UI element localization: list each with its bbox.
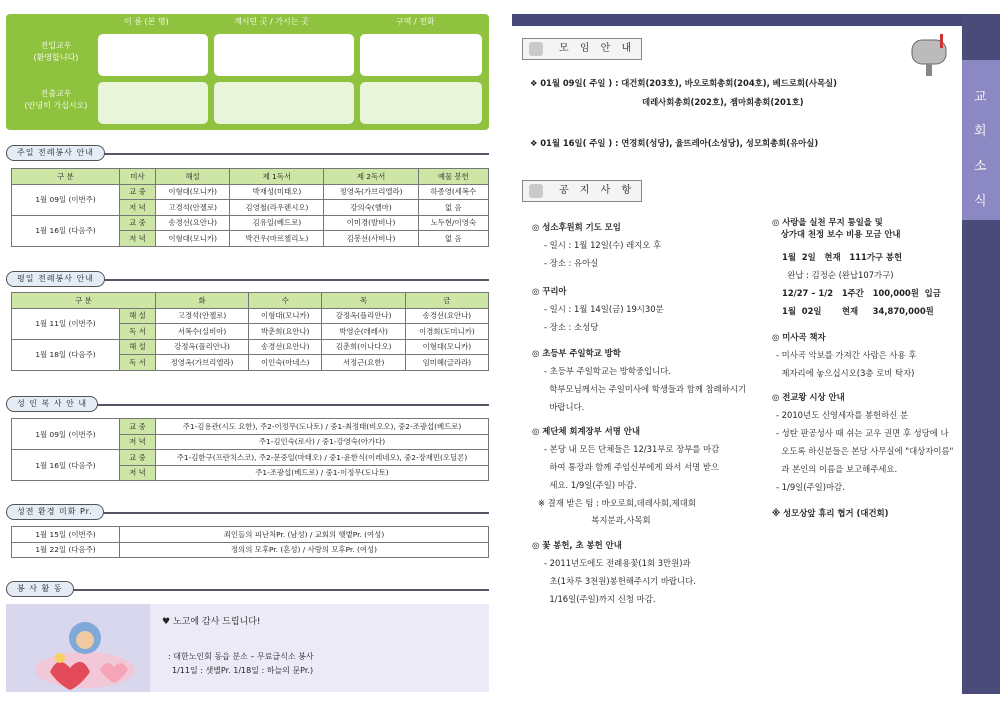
notice-line: - 성탄 판공성사 때 쉬는 교우 권면 후 성당에 나 <box>776 428 949 438</box>
table-row: 저 녁 주1-김인숙(로사) / 중1-강영숙(아가다) <box>12 434 489 450</box>
meeting-item: ❖ 01월 16일( 주일 ) : 연경회(성당), 율뜨레아(소성당), 성모회총회(유아실) <box>530 138 819 148</box>
mailbox-icon <box>900 28 960 78</box>
notice-line: - 초등부 주일학교는 방학중입니다. <box>544 366 671 376</box>
notice-line: - 1/9일(주일)마감. <box>776 482 845 492</box>
transfer-out-place-box <box>214 82 354 124</box>
transfer-in-label: 전입교우 (환영합니다) <box>33 41 79 62</box>
col-header-area: 구역 / 전화 <box>396 17 435 26</box>
volunteer-line1: : 대한노인회 동읍 분소 – 무료급식소 봉사 <box>168 652 314 661</box>
notice-line: 1월 2일 현재 111가구 봉헌 <box>782 252 903 262</box>
notice-line: 12/27 – 1/2 1주간 100,000원 입금 <box>782 288 941 298</box>
meetings-title: 모 임 안 내 <box>522 38 642 60</box>
notice-line: - 2011년도에도 전례용꽃(1회 3만원)과 <box>544 558 691 568</box>
table-row: 저 녁 주1-조광섭(베드로) / 중1-이정무(도나토) <box>12 465 489 481</box>
notice-line: 초(1차루 3천원)봉헌해주시기 바랍니다. <box>544 576 696 586</box>
table-row: 1월 09일 (이번주) 교 중 이형대(모니카) 박재성(미태오) 정영옥(가브리엘라) 하종영(세복수 <box>12 184 489 200</box>
table-row: 저 녁 고경석(안젤로) 김영철(라우렌시오) 강의숙(헬마) 없 음 <box>12 200 489 216</box>
divider <box>6 589 489 591</box>
notice-line: - 일시 : 1월 14일(금) 19시30분 <box>544 304 664 314</box>
altar-service-title: 성 인 복 사 안 내 <box>6 396 98 412</box>
altar-service-table <box>11 418 489 481</box>
meeting-item-line2: 데레사회총회(202호), 젬마회총회(201호) <box>642 97 804 107</box>
heart-icon: ♥ <box>162 617 171 627</box>
table-row: 1월 11일 (이번주) 해 설 고경석(안젤로) 이형대(모니카) 강정옥(플리안나) 송경선(요안나) <box>12 308 489 324</box>
table-row: 1월 22일 (다음주) 정의의 모후Pr. (혼성) / 사랑의 모후Pr. (여성) <box>12 542 489 558</box>
notice-heading: ◎ 초등부 주일학교 방학 <box>532 348 621 358</box>
holy-hour-title: 성전 환경 미화 Pr. <box>6 504 104 520</box>
notice-line: 제자리에 놓으십시오(3층 로비 탁자) <box>776 368 915 378</box>
transfer-out-name-box <box>98 82 208 124</box>
top-bar <box>512 14 1000 26</box>
side-title-char: 교 <box>974 90 987 105</box>
notice-heading: 상가대 천정 보수 비용 모금 안내 <box>772 229 901 239</box>
side-title-char: 회 <box>974 124 987 139</box>
table-row: 1월 16일 (다음주) 교 중 송경선(요안나) 김유일(베드로) 이미경(발비나) 노두현/이영숙 <box>12 215 489 231</box>
new-members-panel <box>6 14 489 130</box>
transfer-in-name-box <box>98 34 208 76</box>
notice-heading: ◎ 미사곡 책자 <box>772 332 826 342</box>
col-header-name: 이 름 (본 명) <box>124 17 169 26</box>
notice-line: - 일시 : 1월 12일(수) 레지오 후 <box>544 240 662 250</box>
meeting-item: ❖ 01월 09일( 주일 ) : 대건회(203호), 바오로회총회(204호), 베드로회(사목실) <box>530 78 837 88</box>
notice-line: 복지분과,사목회 <box>538 515 651 525</box>
side-title-char: 식 <box>974 194 987 209</box>
notice-heading: ◎ 제단체 회계장부 서명 안내 <box>532 426 640 436</box>
notice-line: - 2010년도 신영세자를 봉헌하신 분 <box>776 410 909 420</box>
notice-line: 1월 02일 현재 34,870,000원 <box>782 306 934 316</box>
sunday-service-table: 구 분 미사 해설 제 1독서 제 2독서 예물 봉헌 1월 09일 (이번주) 교 중 이형대(모니카) 박재성(미태오) 정영옥(가브리엘라) 하종영(세복수 저 녁 고경석(안젤로) 김영철(라우렌시오) 강의숙(헬마) 없 음 1월 16일 (다음주) 교 중 송경선(요안나) 김유일(베드로) 이미경(발비나) 노두현/이영숙 저 녁 이형대(모니카) 박건우(마르첼리노) 김봉선(사비나) 없 음 <box>11 168 489 247</box>
notice-line: 과 본인의 이름을 보고해주세요. <box>776 464 898 474</box>
notice-line: 완납 : 김정순 (완납107가구) <box>782 270 894 280</box>
notice-heading: ◎ 꾸리아 <box>532 286 567 296</box>
volunteer-thanks: ♥ 노고에 감사 드립니다! <box>162 617 261 627</box>
notice-heading: ◎ 성소후원회 기도 모임 <box>532 222 621 232</box>
notice-line: 학부모님께서는 주일미사에 학생들과 함께 참례하시기 <box>544 384 747 394</box>
holy-hour-table <box>11 526 489 558</box>
transfer-out-area-box <box>360 82 482 124</box>
notice-line: - 본당 내 모든 단체들은 12/31부로 장부를 마감 <box>544 444 720 454</box>
notice-icon <box>529 42 543 56</box>
weekday-service-table: 구 분 화 수 목 금 1월 11일 (이번주) 해 설 고경석(안젤로) 이형대(모니카) 강정옥(플리안나) 송경선(요안나) 독 서 서복수(실비아) 박춘희(요안나) 박영순(데레사) 이경희(도미니카) 1월 18일 (다음주) 해 설 강정옥(플리안나) 송경선(요안나) 김춘희(이나다오) 이형대(모니카) 독 서 정영옥(가브리엘라) 이인숙(아네스) 서정근(요한) 임미혜(글라라) <box>11 292 489 371</box>
notices-title: 공 지 사 항 <box>522 180 642 202</box>
transfer-in-place-box <box>214 34 354 76</box>
transfer-in-area-box <box>360 34 482 76</box>
notice-icon <box>529 184 543 198</box>
table-row: 저 녁 이형대(모니카) 박건우(마르첼리노) 김봉선(사비나) 없 음 <box>12 231 489 247</box>
notice-line: 1/16일(주일)까지 신청 마감. <box>544 594 656 604</box>
table-row: 1월 15일 (이번주) 죄인들의 피난처Pr. (남성) / 교회의 햇볕Pr. (여성) <box>12 527 489 543</box>
notice-line: - 장소 : 유아실 <box>544 258 599 268</box>
notice-heading: ◎ 사랑을 실천 무지 통일을 및 <box>772 217 883 227</box>
table-row: 1월 18일 (다음주) 해 설 강정옥(플리안나) 송경선(요안나) 김춘희(이나다오) 이형대(모니카) <box>12 339 489 355</box>
notice-line: 바랍니다. <box>544 402 585 412</box>
notice-line: 하여 통장과 함께 주임신부에게 와서 서명 받으 <box>544 462 720 472</box>
notice-heading: ◎ 전교왕 시상 안내 <box>772 392 845 402</box>
table-row: 1월 09일 (이번주) 교 중 주1-김용관(시도 요한), 주2-이정무(도나토) / 중1-최정태(비오오), 중2-조광섭(베드로) <box>12 419 489 435</box>
volunteer-illustration <box>30 610 140 690</box>
weekday-service-title: 평일 전례봉사 안내 <box>6 271 105 287</box>
table-row: 독 서 정영옥(가브리엘라) 이인숙(아네스) 서정근(요한) 임미혜(글라라) <box>12 355 489 371</box>
transfer-out-label: 전출교우 (안녕히 가십시오) <box>24 89 88 110</box>
notice-heading: ◎ 꽃 봉헌, 초 봉헌 안내 <box>532 540 622 550</box>
notice-line: ※ 결재 받은 팀 : 바오로회,데레사회,제대회 <box>538 498 696 508</box>
col-header-place: 계시던 곳 / 가시는 곳 <box>234 17 309 26</box>
volunteer-title: 봉 사 활 동 <box>6 581 74 597</box>
table-row: 1월 16일 (다음주) 교 중 주1-김한구(프란치스코), 주2-문중일(마태오) / 중1-윤한식(이레네오), 중2-장재민(오딜론) <box>12 450 489 466</box>
notice-line: 세요. 1/9일(주일) 마감. <box>544 480 637 490</box>
notice-line: - 미사곡 악보를 가져간 사람은 사용 후 <box>776 350 917 360</box>
notice-line: 오도록 하신분들은 본당 사무실에 "대상자이름" <box>776 446 954 456</box>
sunday-service-title: 주일 전례봉사 안내 <box>6 145 105 161</box>
notice-heading: ※ 성모상앞 휴리 협거 (대건회) <box>772 508 889 518</box>
table-row: 독 서 서복수(실비아) 박춘희(요안나) 박영순(데레사) 이경희(도미니카) <box>12 324 489 340</box>
side-title-char: 소 <box>974 159 987 174</box>
volunteer-line2: 1/11일 : 샛별Pr. 1/18일 : 하늘의 문Pr.) <box>172 666 314 675</box>
notice-line: - 장소 : 소성당 <box>544 322 599 332</box>
